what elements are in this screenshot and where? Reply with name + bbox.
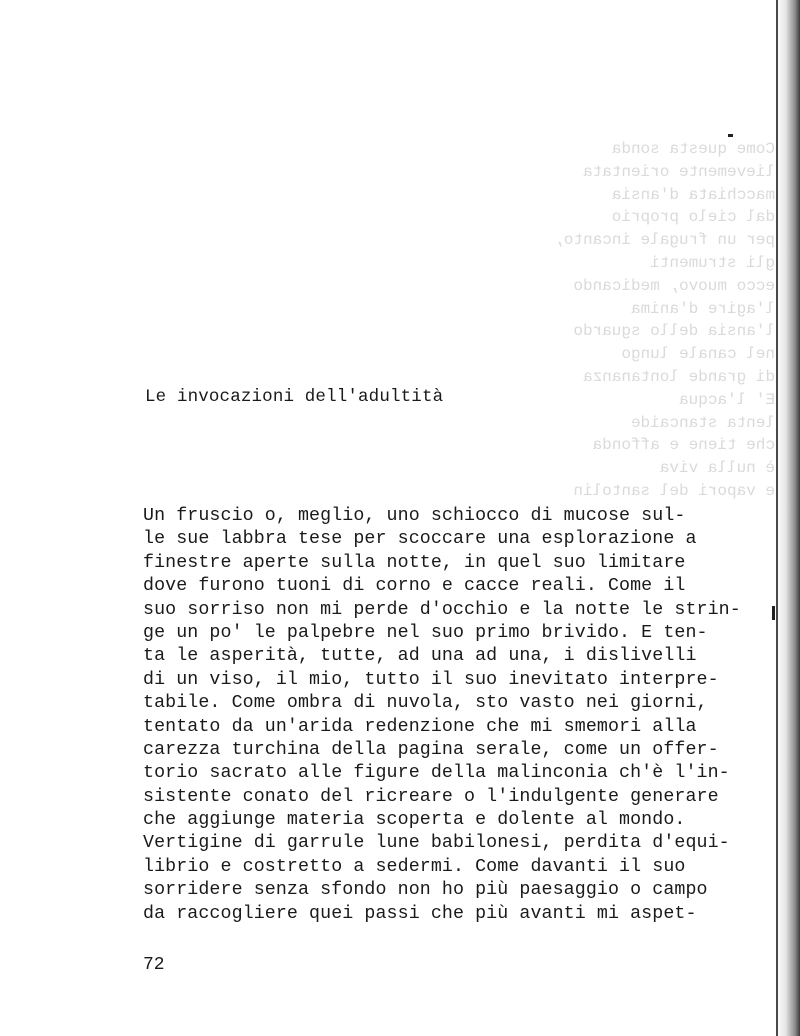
text-line: librio e costretto a sedermi. Come davanti il suo (143, 856, 686, 877)
binding-edge-line (776, 0, 778, 1036)
bleed-through-line: gli strumenti (650, 253, 775, 272)
bleed-through-line: Come questa sonda (611, 140, 775, 158)
ink-speck (728, 134, 733, 137)
text-line: tabile. Come ombra di nuvola, sto vasto nei giorni, (143, 693, 708, 714)
bleed-through-line: di grande lontananza (582, 367, 775, 386)
bleed-through-line: E' l'acqua (678, 390, 775, 409)
text-line: sistente conato del ricreare o l'indulgente generare (143, 786, 719, 807)
text-line: sorridere senza sfondo non ho più paesaggio o campo (143, 880, 708, 901)
text-line: torio sacrato alle figure della malinconia ch'è l'in- (143, 763, 730, 784)
body-paragraph (143, 505, 783, 926)
text-line: di un viso, il mio, tutto il suo inevitato interpre- (143, 669, 719, 690)
text-line: ta le asperità, tutte, ad una ad una, i dislivelli (143, 646, 697, 667)
page-number: 72 (143, 955, 165, 975)
bleed-through-line: macchiata d'ansia (611, 185, 775, 204)
bleed-through-line: lenta stancaide (630, 413, 775, 432)
text-line: dove furono tuoni di corno e cacce reali. Come il (143, 576, 686, 597)
bleed-through-line: lievemente orientata (582, 162, 775, 181)
bleed-through-line: dal cielo proprio (611, 208, 775, 227)
bleed-through-text (415, 138, 775, 503)
bleed-through-line: che tiene e affonda (592, 436, 775, 455)
text-line: carezza turchina della pagina serale, come un offer- (143, 739, 719, 760)
page-title: Le invocazioni dell'adultità (145, 387, 444, 407)
text-line: suo sorriso non mi perde d'occhio e la notte le strin- (143, 599, 741, 620)
text-line: ge un po' le palpebre nel suo primo brivido. E ten- (143, 622, 708, 643)
ink-speck (772, 606, 775, 620)
bleed-through-line: ecco muovo, medicando (573, 276, 775, 295)
bleed-through-line: per un frugale incanto, (554, 231, 775, 250)
text-line: finestre aperte sulla notte, in quel suo limitare (143, 552, 686, 573)
bleed-through-line: l'ansia dello sguardo (573, 322, 775, 341)
bleed-through-line: e vapori del santolin (573, 481, 775, 500)
bleed-through-line: nel canale lungo (621, 345, 775, 364)
text-line: Vertigine di garrule lune babilonesi, perdita d'equi- (143, 833, 730, 854)
text-line: che aggiunge materia scoperta e dolente al mondo. (143, 810, 686, 831)
text-line: le sue labbra tese per scoccare una esplorazione a (143, 529, 697, 550)
bleed-through-line: l'agire d'anima (630, 299, 775, 318)
binding-edge-shadow (776, 0, 800, 1036)
text-line: Un fruscio o, meglio, uno schiocco di mucose sul- (143, 506, 686, 526)
text-line: tentato da un'arida redenzione che mi smemori alla (143, 716, 697, 737)
text-line: da raccogliere quei passi che più avanti mi aspet- (143, 903, 697, 924)
bleed-through-line: è nulla viva (659, 459, 775, 478)
